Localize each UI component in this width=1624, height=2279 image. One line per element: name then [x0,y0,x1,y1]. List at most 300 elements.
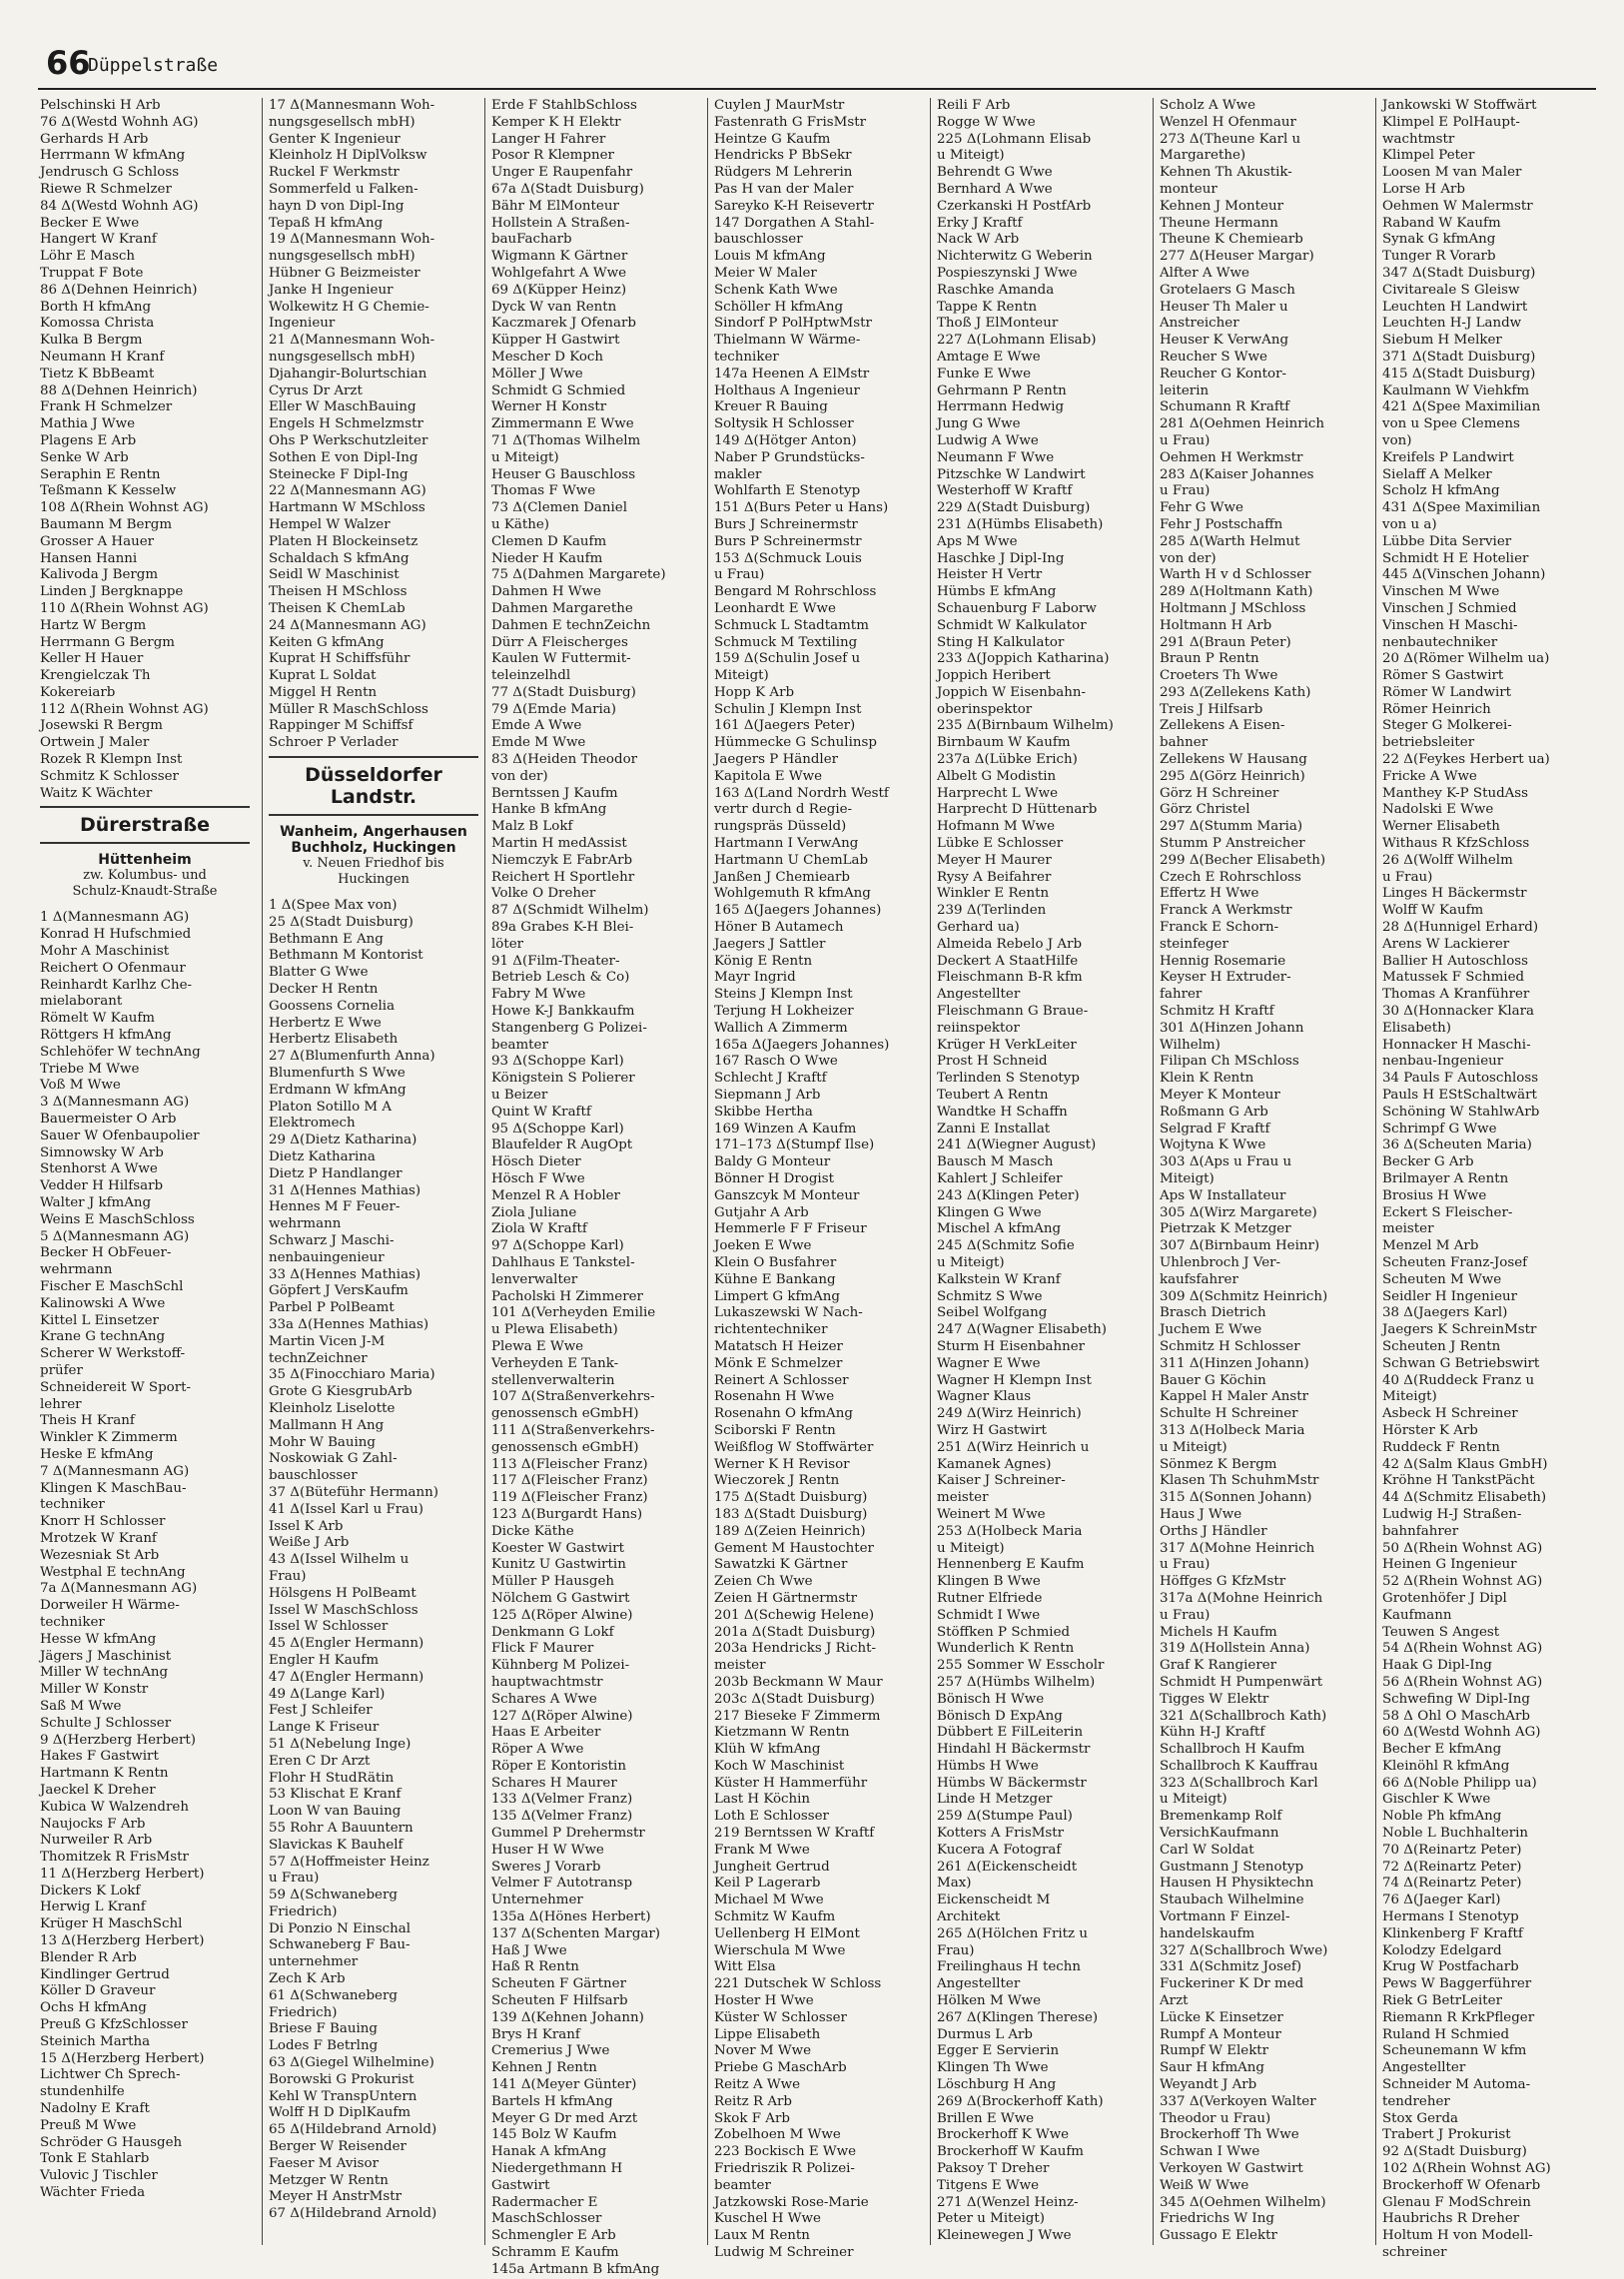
directory-entry: Wolkewitz H G Chemie- [269,299,429,315]
directory-entry: Becker G Arb [1382,1154,1474,1170]
directory-entry: Schmidt I Wwe [937,1607,1041,1623]
directory-entry: Niemczyk E FabrArb [491,852,633,868]
directory-entry: 347 Δ(Stadt Duisburg) [1382,265,1536,281]
directory-entry: reiinspektor [937,1020,1020,1036]
directory-entry: u Käthe) [491,516,550,532]
directory-entry: 229 Δ(Stadt Duisburg) [937,500,1091,516]
directory-entry: 127 Δ(Röper Alwine) [491,1708,633,1724]
directory-entry: Görz Christel [1160,802,1250,818]
directory-entry: Theune K Chemiearb [1160,232,1303,248]
directory-entry: Angestellter [937,987,1021,1003]
directory-entry: Fehr J Postschaffn [1160,516,1283,532]
directory-entry: Hopp K Arb [714,684,795,700]
directory-entry: Czerkanski H PostfArb [937,198,1092,214]
directory-entry: nenbauingenieur [269,1249,385,1265]
directory-entry: 303 Δ(Aps u Frau u [1160,1154,1292,1170]
directory-entry: Hartmann I VerwAng [714,836,859,852]
directory-entry: Kaulen W Futtermit- [491,651,631,667]
directory-entry: 33 Δ(Hennes Mathias) [269,1266,421,1282]
directory-entry: 57 Δ(Hoffmeister Heinz [269,1854,429,1870]
directory-entry: Pelschinski H Arb [40,98,161,113]
directory-entry: Bengard M Rohrschloss [714,584,877,600]
directory-entry: 165 Δ(Jaegers Johannes) [714,903,882,919]
directory-entry: Reili F Arb [937,98,1011,113]
directory-entry: Kindlinger Gertrud [40,1966,170,1982]
directory-entry: stundenhilfe [40,2084,125,2100]
directory-entry: Bethmann E Ang [269,931,384,947]
directory-entry: u Frau) [1382,869,1433,885]
directory-entry: Gischler K Wwe [1382,1792,1491,1808]
directory-entry: Hartmann W MSchloss [269,500,425,516]
directory-entry: Meier W Maler [714,265,817,281]
directory-entry: Roßmann G Arb [1160,1104,1268,1120]
directory-entry: nungsgesellsch mbH) [269,349,415,365]
directory-entry: lehrer [40,1396,82,1412]
directory-entry: Heintze G Kaufm [714,131,831,147]
directory-entry: Zanni E Installat [937,1121,1051,1137]
directory-entry: Raband W Kaufm [1382,215,1501,231]
directory-entry: 40 Δ(Ruddeck Franz u [1382,1372,1535,1388]
directory-entry: Höner B Autamech [714,920,844,936]
directory-entry: Reucher S Wwe [1160,349,1267,365]
directory-entry: Dyck W van Rentn [491,299,617,315]
directory-entry: Elisabeth) [1382,1020,1451,1036]
directory-entry: 223 Bockisch E Wwe [714,2144,857,2160]
directory-entry: Manthey K-P StudAss [1382,785,1529,801]
directory-entry: Seibel Wolfgang [937,1305,1048,1321]
directory-entry: Rosenahn H Wwe [714,1389,835,1405]
directory-entry: Croeters Th Wwe [1160,668,1278,684]
directory-entry: 327 Δ(Schallbroch Wwe) [1160,1942,1328,1958]
directory-entry: Zeien H Gärtnermstr [714,1590,858,1606]
directory-entry: Faeser M Avisor [269,2155,380,2171]
directory-entry: 26 Δ(Wolff Wilhelm [1382,852,1513,868]
directory-entry: Baldy G Monteur [714,1154,831,1170]
directory-entry: Uhlenbroch J Ver- [1160,1254,1281,1270]
directory-entry: Schlehöfer W technAng [40,1044,201,1060]
directory-entry: Oehmen H Werkmstr [1160,449,1303,465]
directory-entry: 255 Sommer W Esscholr [937,1658,1105,1674]
directory-entry: u Plewa Elisabeth) [491,1322,618,1338]
directory-entry: Krane G technAng [40,1329,166,1345]
directory-entry: 71 Δ(Thomas Wilhelm [491,432,641,448]
directory-entry: Schwefing W Dipl-Ing [1382,1691,1530,1707]
directory-entry: 323 Δ(Schallbroch Karl [1160,1775,1318,1791]
directory-entry: 1 Δ(Mannesmann AG) [40,910,190,926]
directory-entry: wehrmann [40,1262,113,1278]
directory-entry: Plagens E Arb [40,432,137,448]
directory-entry: Cyrus Dr Arzt [269,382,363,398]
directory-entry: Brosius H Wwe [1382,1187,1487,1203]
directory-entry: 239 Δ(Terlinden [937,903,1047,919]
directory-entry: 107 Δ(Straßenverkehrs- [491,1389,655,1405]
directory-entry: 93 Δ(Schoppe Karl) [491,1054,624,1070]
directory-entry: Hermans I Stenotyp [1382,1909,1519,1925]
directory-entry: Menzel M Arb [1382,1238,1479,1254]
directory-entry: Schmuck L Stadtamtm [714,617,869,633]
directory-entry: Hanke B kfmAng [491,802,607,818]
directory-entry: Saur H kfmAng [1160,2060,1265,2076]
directory-entry: Baumann M Bergm [40,516,173,532]
directory-entry: Jatzkowski Rose-Marie [714,2194,869,2210]
directory-entry: 69 Δ(Küpper Heinz) [491,282,627,298]
directory-entry: Riewe R Schmelzer [40,181,172,197]
directory-column [1375,98,1596,2260]
directory-entry: 119 Δ(Fleischer Franz) [491,1490,648,1506]
directory-entry: 167 Rasch O Wwe [714,1054,838,1070]
directory-entry: Architekt [937,1909,1001,1925]
directory-entry: Briese F Bauing [269,2021,378,2037]
directory-entry: 86 Δ(Dehnen Heinrich) [40,282,198,298]
directory-entry: Winkler K Zimmerm [40,1430,178,1446]
directory-entry: 145 Bolz W Kaufm [491,2127,617,2143]
directory-entry: Joppich W Eisenbahn- [937,684,1087,700]
directory-entry: 73 Δ(Clemen Daniel [491,500,627,516]
directory-entry: Frau) [937,1942,975,1958]
directory-entry: Thoß J ElMonteur [937,316,1059,332]
directory-entry: Uellenberg H ElMont [714,1925,860,1941]
directory-entry: 123 Δ(Burgardt Hans) [491,1506,643,1522]
directory-entry: 203b Beckmann W Maur [714,1674,883,1690]
directory-entry: Titgens E Wwe [937,2177,1040,2193]
directory-entry: Werner K H Revisor [714,1456,850,1472]
directory-entry: 111 Δ(Straßenverkehrs- [491,1422,655,1438]
directory-entry: Klein O Busfahrer [714,1254,837,1270]
directory-entry: Herrmann G Bergm [40,634,175,650]
directory-entry: 33a Δ(Hennes Mathias) [269,1317,429,1332]
directory-entry: Brockerhoff W Kaufm [937,2144,1084,2160]
directory-entry: Senke W Arb [40,449,129,465]
directory-entry: Weins E MaschSchloss [40,1211,195,1227]
directory-entry: 161 Δ(Jaegers Peter) [714,718,856,734]
directory-entry: Frau) [269,1568,307,1584]
directory-entry: Walter J kfmAng [40,1195,152,1211]
directory-entry: Orths J Händler [1160,1523,1267,1539]
directory-entry: 29 Δ(Dietz Katharina) [269,1133,417,1148]
directory-entry: Linde H Metzger [937,1792,1053,1808]
directory-entry: Kalivoda J Bergm [40,567,159,583]
district-range: zw. Kolumbus- und [83,868,207,884]
directory-entry: Withaus R KfzSchloss [1382,836,1530,852]
directory-entry: Kaiser J Schreiner- [937,1473,1066,1489]
directory-entry: Küpper H Gastwirt [491,333,620,349]
directory-entry: 163 Δ(Land Nordrh Westf [714,785,889,801]
directory-entry: Juchem E Wwe [1160,1322,1262,1338]
directory-entry: Riek G BetrLeiter [1382,1993,1502,2009]
directory-entry: Noble L Buchhalterin [1382,1826,1529,1842]
directory-entry: Limpert G kfmAng [714,1288,840,1304]
directory-entry: König E Rentn [714,953,813,969]
directory-entry: Theune Hermann [1160,215,1278,231]
directory-entry: Brockerhoff W Ofenarb [1382,2177,1541,2193]
directory-entry: Hösch Dieter [491,1154,581,1170]
page-number: 66 [46,44,91,82]
directory-entry: 431 Δ(Spee Maximilian [1382,500,1541,516]
directory-entry: Wolff H D DiplKaufm [269,2105,411,2121]
directory-entry: Hansen Hanni [40,550,138,566]
directory-entry: 145a Artmann B kfmAng [491,2261,660,2277]
directory-entry: Hölsgens H PolBeamt [269,1585,416,1601]
directory-entry: 245 Δ(Schmitz Sofie [937,1238,1075,1254]
directory-entry: 1 Δ(Spee Max von) [269,898,398,914]
directory-entry: Zech K Arb [269,1971,346,1987]
directory-entry: Zeien Ch Wwe [714,1574,813,1590]
directory-entry: Haß J Wwe [491,1942,567,1958]
directory-entry: Rüdgers M Lehrerin [714,165,853,181]
directory-entry: Scherer W Werkstoff- [40,1346,186,1362]
directory-entry: Küster W Schlosser [714,2009,847,2025]
directory-entry: Verkoyen W Gastwirt [1160,2161,1303,2177]
directory-entry: Unternehmer [491,1893,583,1908]
directory-entry: Steger G Molkerei- [1382,718,1512,734]
directory-entry: Meyer G Dr med Arzt [491,2110,638,2126]
directory-entry: Theodor u Frau) [1160,2110,1271,2126]
directory-entry: Fehr G Wwe [1160,500,1243,516]
directory-entry: 76 Δ(Westd Wohnh AG) [40,114,199,130]
directory-entry: Lübke E Schlosser [937,836,1064,852]
directory-entry: Becker H ObFeuer- [40,1245,172,1261]
directory-entry: Decker H Rentn [269,982,379,998]
directory-entry: hauptwachtmstr [491,1674,603,1690]
directory-entry: Laux M Rentn [714,2228,810,2244]
directory-entry: Bethmann M Kontorist [269,948,423,964]
directory-entry: techniker [714,349,779,365]
directory-entry: Skibbe Hertha [714,1104,813,1120]
directory-entry: Seidler H Ingenieur [1382,1288,1518,1304]
directory-entry: Kleinholz H DiplVolksw [269,148,427,164]
directory-entry: 261 Δ(Eickenscheidt [937,1859,1078,1875]
directory-entry: 17 Δ(Mannesmann Woh- [269,98,435,113]
directory-entry: 237a Δ(Lübke Erich) [937,752,1078,768]
directory-entry: Platon Sotillo M A [269,1099,393,1115]
directory-entry: Kaufmann [1382,1607,1452,1623]
directory-entry: 331 Δ(Schmitz Josef) [1160,1959,1302,1975]
directory-entry: Herbertz Elisabeth [269,1032,399,1048]
directory-entry: Nichterwitz G Weberin [937,249,1093,265]
directory-entry: Durmus L Arb [937,2026,1034,2042]
directory-entry: Bönisch D ExpAng [937,1708,1063,1724]
directory-entry: Pas H van der Maler [714,181,854,197]
directory-entry: Wohlgemuth R kfmAng [714,886,871,902]
directory-entry: Heuser G Bauschloss [491,466,636,482]
directory-entry: meister [714,1658,766,1674]
directory-entry: Koester W Gastwirt [491,1540,624,1556]
directory-entry: 22 Δ(Mannesmann AG) [269,483,426,499]
directory-entry: Rappinger M Schiffsf [269,718,413,734]
directory-entry: 231 Δ(Hümbs Elisabeth) [937,516,1104,532]
directory-entry: Klingen G Wwe [937,1204,1042,1220]
directory-entry: Hartz W Bergm [40,617,147,633]
directory-entry: Issel W MaschSchloss [269,1602,418,1618]
directory-entry: Dietz Katharina [269,1149,376,1165]
directory-entry: Matatsch H Heizer [714,1338,843,1354]
directory-entry: Heinen G Ingenieur [1382,1557,1517,1573]
directory-entry: Gerhard ua) [937,920,1020,936]
directory-entry: Hennes M F Feuer- [269,1199,401,1215]
directory-entry: Bausch M Masch [937,1154,1054,1170]
directory-entry: Simnowsky W Arb [40,1144,164,1160]
directory-entry: nungsgesellsch mbH) [269,249,415,265]
directory-entry: Metzger W Rentn [269,2172,389,2188]
directory-entry: Engler H Kaufm [269,1652,380,1668]
directory-entry: Raschke Amanda [937,282,1055,298]
directory-entry: Dahlhaus E Tankstel- [491,1254,635,1270]
directory-entry: Thomas F Wwe [491,483,596,499]
directory-entry: Haus J Wwe [1160,1506,1242,1522]
directory-entry: 345 Δ(Oehmen Wilhelm) [1160,2194,1326,2210]
directory-entry: 135 Δ(Velmer Franz) [491,1809,633,1825]
directory-entry: Reitz A Wwe [714,2077,801,2093]
directory-entry: 189 Δ(Zeien Heinrich) [714,1523,866,1539]
directory-entry: 201a Δ(Stadt Duisburg) [714,1624,876,1640]
directory-entry: Arzt [1160,1993,1189,2009]
directory-entry: Wojtyna K Wwe [1160,1138,1266,1153]
directory-entry: von der) [1160,550,1217,566]
directory-entry: Zobelhoen M Wwe [714,2127,841,2143]
directory-entry: Herrmann Hedwig [937,399,1065,415]
directory-entry: Fest J Schleifer [269,1703,373,1719]
directory-entry: Blender R Arb [40,1949,137,1965]
directory-entry: Gehrmann P Rentn [937,382,1067,398]
directory-entry: 21 Δ(Mannesmann Woh- [269,333,435,349]
directory-entry: 291 Δ(Braun Peter) [1160,634,1291,650]
directory-entry: Möller J Wwe [491,366,583,381]
directory-entry: 61 Δ(Schwaneberg [269,1987,398,2003]
directory-entry: Hümbs H Wwe [937,1758,1039,1774]
district-heading [40,852,250,900]
directory-entry: Herbertz E Wwe [269,1015,382,1031]
directory-entry: kaufsfahrer [1160,1271,1238,1287]
directory-column [262,98,482,2245]
district-range: v. Neuen Friedhof bis [303,856,444,872]
directory-entry: 277 Δ(Heuser Margar) [1160,249,1314,265]
directory-entry: Westphal E technAng [40,1564,186,1580]
directory-entry: 267 Δ(Klingen Therese) [937,2009,1099,2025]
directory-entry: Mohr A Maschinist [40,944,170,960]
directory-entry: Dicke Käthe [491,1523,574,1539]
directory-entry: Wohlfarth E Stenotyp [714,483,861,499]
directory-entry: Nack W Arb [937,232,1020,248]
directory-entry: Vortmann F Einzel- [1160,1909,1290,1925]
directory-entry: Zellekens A Eisen- [1160,718,1285,734]
directory-entry: 7a Δ(Mannesmann AG) [40,1581,198,1597]
directory-entry: 58 Δ Ohl O MaschArb [1382,1708,1530,1724]
directory-entry: 257 Δ(Hümbs Wilhelm) [937,1674,1096,1690]
directory-entry: Pacholski H Zimmerer [491,1288,643,1304]
directory-entry: Kehnen J Monteur [1160,198,1283,214]
directory-entry: Ingenieur [269,316,336,332]
directory-entry: Friedriszik R Polizei- [714,2161,855,2177]
directory-entry: Heister H Vertr [937,567,1043,583]
directory-entry: 285 Δ(Warth Helmut [1160,533,1300,549]
directory-entry: Jung G Wwe [937,416,1021,432]
directory-entry: Honnacker H Maschi- [1382,1037,1531,1053]
directory-entry: 59 Δ(Schwaneberg [269,1888,398,1903]
directory-entry: 133 Δ(Velmer Franz) [491,1792,633,1808]
directory-entry: Röttgers H kfmAng [40,1028,172,1044]
directory-entry: u Miteigt) [937,1254,1005,1270]
directory-entry: Siepmann J Arb [714,1088,821,1104]
directory-entry: Truppat F Bote [40,265,144,281]
directory-entry: 171–173 Δ(Stumpf Ilse) [714,1138,875,1153]
directory-entry: Reucher G Kontor- [1160,366,1286,381]
directory-entry: Ruddeck F Rentn [1382,1439,1500,1455]
directory-entry: Hoster H Wwe [714,1993,814,2009]
directory-entry: 30 Δ(Honnacker Klara [1382,1004,1535,1020]
directory-entry: Klingen K MaschBau- [40,1480,187,1496]
directory-entry: MaschSchlosser [491,2211,602,2227]
directory-entry: 19 Δ(Mannesmann Woh- [269,232,435,248]
directory-entry: u Frau) [714,567,765,583]
directory-entry: Velmer F Autotransp [491,1876,633,1892]
directory-entry: Werner H Konstr [491,399,607,415]
directory-entry: Miggel H Rentn [269,684,378,700]
directory-entry: Tietz K BbBeamt [40,366,155,381]
directory-entry: Reinert A Schlosser [714,1372,849,1388]
directory-entry: 247 Δ(Wagner Elisabeth) [937,1322,1107,1338]
directory-entry: Elektromech [269,1116,356,1132]
directory-entry: Brockerhoff K Wwe [937,2127,1070,2143]
directory-entry: 221 Dutschek W Schloss [714,1976,882,1992]
directory-entry: 301 Δ(Hinzen Johann [1160,1020,1304,1036]
directory-entry: 89a Grabes K-H Blei- [491,920,634,936]
directory-entry: Lücke K Einsetzer [1160,2009,1283,2025]
directory-entry: Josewski R Bergm [40,718,163,734]
directory-entry: Kalkstein W Kranf [937,1271,1061,1287]
directory-entry: Platen H Blockeinsetz [269,533,418,549]
directory-entry: Miteigt) [1160,1171,1215,1186]
directory-entry: Hollstein A Straßen- [491,215,630,231]
directory-entry: Klinkenberg F Kraftf [1382,1925,1523,1941]
directory-entry: 269 Δ(Brockerhoff Kath) [937,2093,1104,2109]
directory-entry: Schroer P Verlader [269,735,399,751]
directory-entry: Kappel H Maler Anstr [1160,1389,1309,1405]
directory-entry: Amtage E Wwe [937,349,1041,365]
directory-entry: Peter u Miteigt) [937,2211,1045,2227]
directory-entry: 297 Δ(Stumm Maria) [1160,819,1303,835]
directory-entry: Schmidt H E Hotelier [1382,550,1529,566]
directory-entry: Michael M Wwe [714,1893,824,1908]
directory-entry: Kotters A FrisMstr [937,1826,1065,1842]
directory-entry: u Frau) [1160,483,1211,499]
directory-entry: Fastenrath G FrisMstr [714,114,866,130]
directory-entry: Löschburg H Ang [937,2077,1057,2093]
directory-entry: Louis M kfmAng [714,249,826,265]
directory-entry: 289 Δ(Holtmann Kath) [1160,584,1313,600]
directory-entry: Naber P Grundstücks- [714,449,865,465]
directory-entry: Fischer E MaschSchl [40,1279,184,1294]
directory-entry: Schmitz H Kraftf [1160,1004,1274,1020]
directory-entry: Verheyden E Tank- [491,1355,619,1371]
directory-entry: Schröder G Hausgeh [40,2134,183,2150]
directory-entry: Hösch F Wwe [491,1171,585,1186]
directory-entry: 137 Δ(Schenten Margar) [491,1925,661,1941]
directory-entry: Sommerfeld u Falken- [269,181,418,197]
directory-entry: Görz H Schreiner [1160,785,1279,801]
directory-entry: Naujocks F Arb [40,1816,146,1832]
directory-entry: Schmidt H Pumpenwärt [1160,1674,1323,1690]
directory-entry: Klimpel Peter [1382,148,1475,164]
directory-entry: Lippe Elisabeth [714,2026,821,2042]
directory-entry: 317a Δ(Mohne Heinrich [1160,1590,1323,1606]
directory-entry: technZeichner [269,1350,368,1366]
directory-entry: monteur [1160,181,1218,197]
directory-entry: Erde F StahlbSchloss [491,98,637,113]
directory-entry: Schmitz W Kaufm [714,1909,836,1925]
directory-entry: 31 Δ(Hennes Mathias) [269,1182,421,1198]
directory-entry: u Miteigt) [937,148,1005,164]
directory-entry: Theisen H MSchloss [269,584,407,600]
